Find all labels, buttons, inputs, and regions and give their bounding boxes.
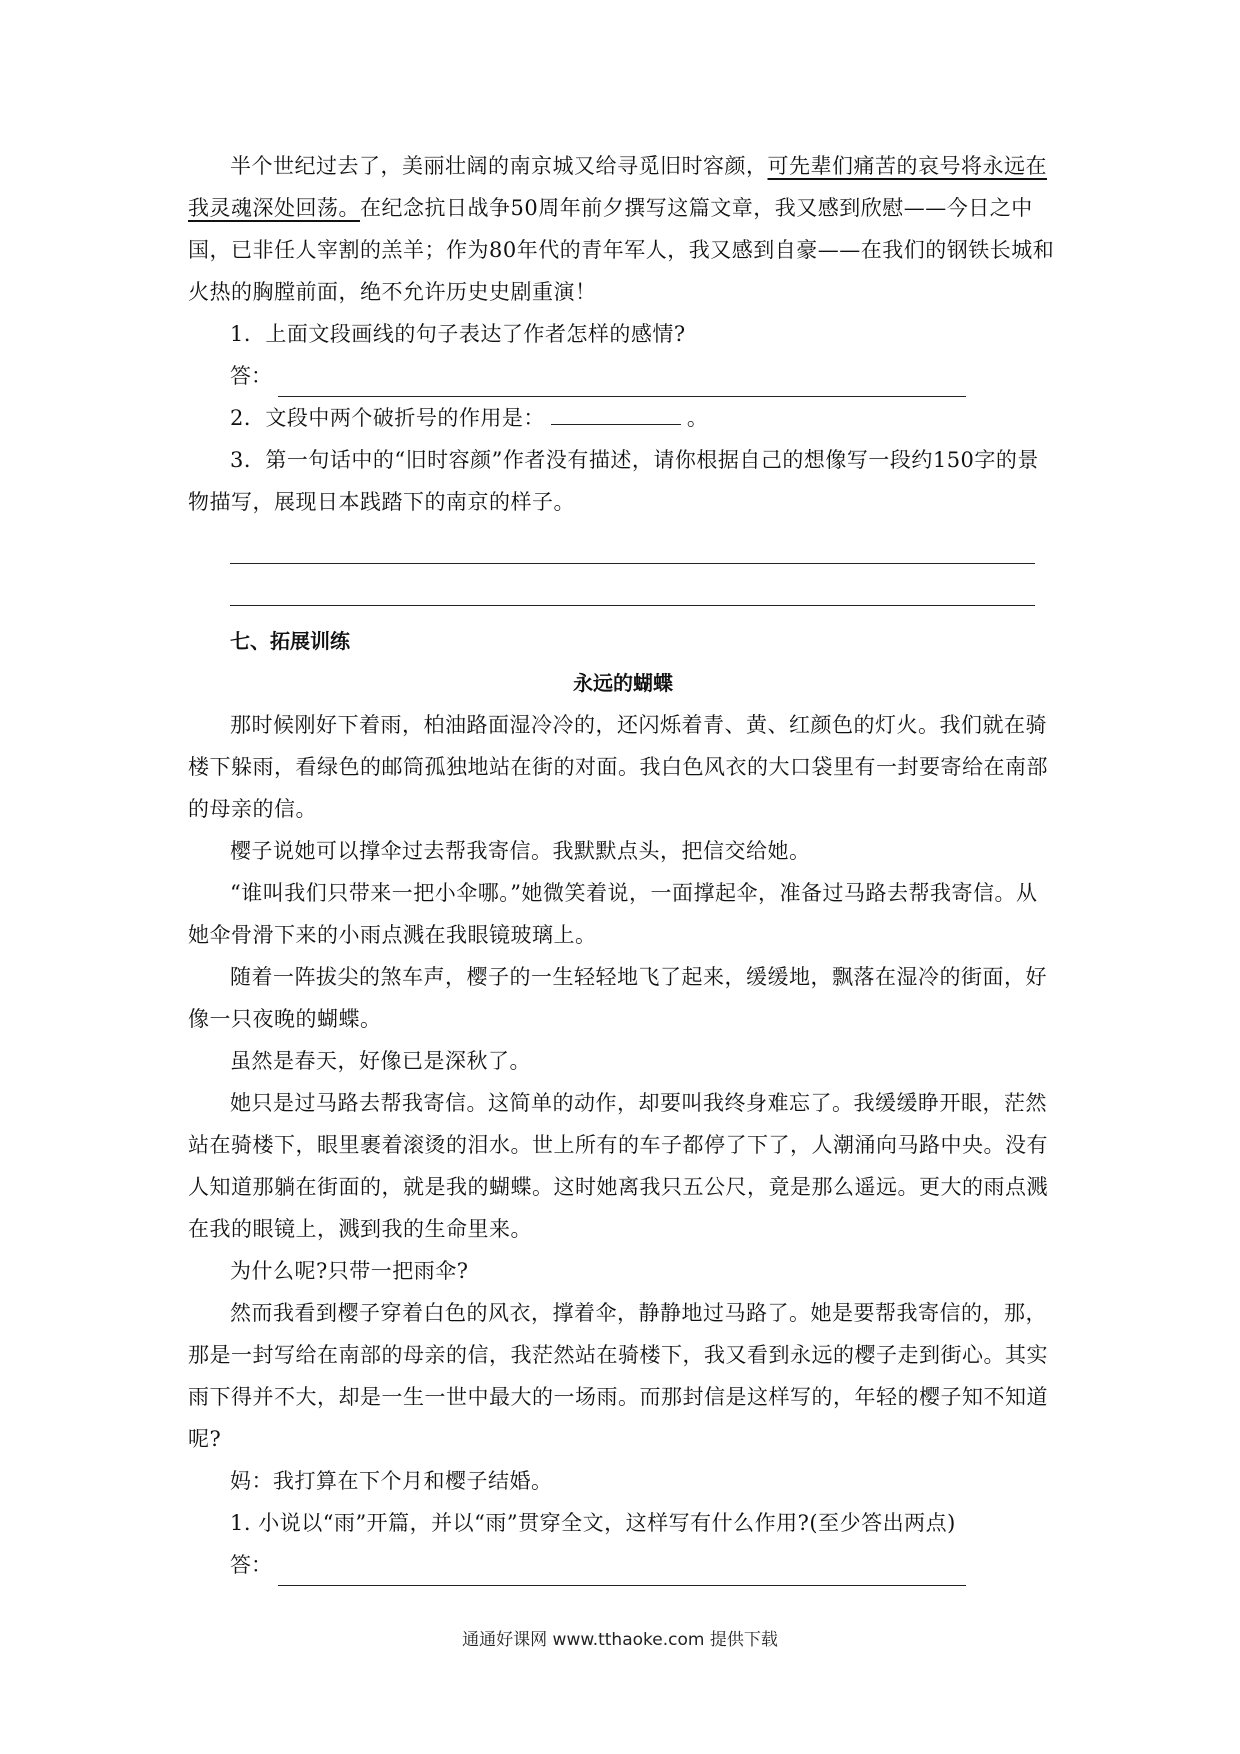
question-3: 3．第一句话中的“旧时容颜”作者没有描述，请你根据自己的想像写一段约150字的景物描写，展现日本践踏下的南京的样子。	[188, 448, 1039, 514]
answer-label: 答：	[230, 1553, 272, 1577]
answer-line	[278, 1555, 966, 1586]
passage-paragraph	[188, 145, 1058, 313]
document-content	[188, 145, 1058, 1586]
answer-label: 答：	[230, 364, 272, 388]
question-story-1: 1. 小说以“雨”开篇，并以“雨”贯穿全文，这样写有什么作用?(至少答出两点)	[230, 1511, 956, 1535]
passage-text: 半个世纪过去了，美丽壮阔的南京城又给寻觅旧时容颜，	[230, 154, 768, 178]
story-paragraph: “谁叫我们只带来一把小伞哪。”她微笑着说，一面撑起伞，准备过马路去帮我寄信。从她伞骨滑下来的小雨点溅在我眼镜玻璃上。	[188, 881, 1038, 947]
story-paragraph: 随着一阵拔尖的煞车声，樱子的一生轻轻地飞了起来，缓缓地，飘落在湿冷的街面，好像一只夜晚的蝴蝶。	[188, 965, 1047, 1031]
story-paragraph: 为什么呢?只带一把雨伞?	[230, 1259, 469, 1283]
page-footer: 通通好课网 www.tthaoke.com 提供下载	[462, 1630, 778, 1650]
passage-text: 在纪念抗日战争50周年前夕撰写这篇文章，我又感到欣慰——今日之中国，已非任人宰割的羔羊；作为80年代的青年军人，我又感到自豪——在我们的钢铁长城和火热的胸膛前面，绝不允许历史史剧重演！	[188, 196, 1055, 304]
answer-row-1	[188, 355, 1058, 397]
fill-blank	[551, 400, 681, 425]
story-paragraph: 樱子说她可以撑伞过去帮我寄信。我默默点头，把信交给她。	[230, 839, 811, 863]
answer-line	[278, 366, 966, 397]
question-2: 2．文段中两个破折号的作用是： 。	[188, 397, 1058, 439]
story-title: 永远的蝴蝶	[573, 671, 673, 695]
story-paragraph: 那时候刚好下着雨，柏油路面湿冷冷的，还闪烁着青、黄、红颜色的灯火。我们就在骑楼下躲雨，看绿色的邮筒孤独地站在街的对面。我白色风衣的大口袋里有一封要寄给在南部的母亲的信。	[188, 713, 1048, 821]
section-heading: 七、拓展训练	[230, 629, 350, 653]
question-1: 1．上面文段画线的句子表达了作者怎样的感情?	[230, 322, 686, 346]
story-paragraph: 妈：我打算在下个月和樱子结婚。	[230, 1469, 553, 1493]
story-paragraph: 虽然是春天，好像已是深秋了。	[230, 1049, 531, 1073]
answer-row-story	[188, 1544, 1058, 1586]
story-paragraph: 她只是过马路去帮我寄信。这简单的动作，却要叫我终身难忘了。我缓缓睁开眼，茫然站在骑楼下，眼里裹着滚烫的泪水。世上所有的车子都停了下了，人潮涌向马路中央。没有人知道那躺在街面的，就是我的蝴蝶。这时她离我只五公尺，竟是那么遥远。更大的雨点溅在我的眼镜上，溅到我的生命里来。	[188, 1091, 1048, 1241]
underlined-sentence: 可先辈们痛苦的哀号将永远在我灵魂深处回荡。	[188, 154, 1047, 220]
story-paragraph: 然而我看到樱子穿着白色的风衣，撑着伞，静静地过马路了。她是要帮我寄信的，那，那是一封写给在南部的母亲的信，我茫然站在骑楼下，我又看到永远的樱子走到街心。其实雨下得并不大，却是一生一世中最大的一场雨。而那封信是这样写的，年轻的樱子知不知道呢?	[188, 1301, 1048, 1451]
